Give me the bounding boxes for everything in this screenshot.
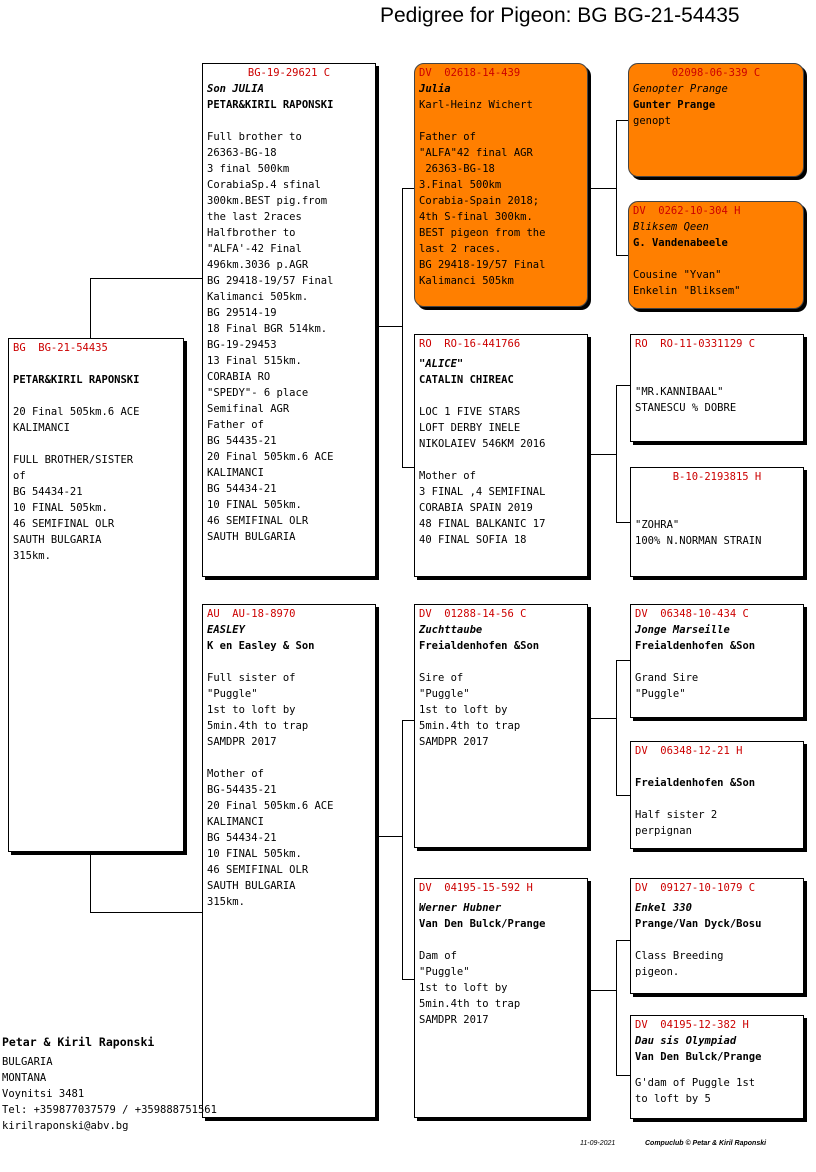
connector-line <box>588 188 616 189</box>
breeder-info <box>2 1034 217 1134</box>
pigeon-name: Jonge Marseille <box>635 624 730 636</box>
pedigree-card-sds <box>630 334 804 442</box>
pigeon-notes: Cousine "Yvan" Enkelin "Bliksem" <box>633 269 741 297</box>
pigeon-notes: Half sister 2 perpignan <box>635 809 718 837</box>
owner-name: G. Vandenabeele <box>633 237 728 249</box>
breeder-phone: Tel: +359877037579 / +359888751561 <box>2 1104 217 1116</box>
connector-line <box>616 940 630 941</box>
pedigree-card-ddd <box>630 1015 804 1119</box>
connector-line <box>616 120 617 256</box>
pigeon-notes: LOC 1 FIVE STARS LOFT DERBY INELE NIKOLAIEV 546KM 2016 Mother of 3 FINAL ,4 SEMIFINAL CORABIA SPAIN 2019 48 FINAL BALKANIC 17 40 FINAL SOFIA 18 <box>419 406 546 546</box>
print-date: 11-09-2021 <box>580 1140 616 1147</box>
pigeon-name: Werner Hubner <box>419 902 502 914</box>
breeder-address: Voynitsi 3481 <box>2 1088 85 1100</box>
pigeon-notes: Father of "ALFA"42 final AGR 26363-BG-18 3.Final 500km Corabia-Spain 2018; 4th S-final 300km. BEST pigeon from the last 2 races. BG 29418-19/57 Final Kalimanci 505km <box>419 131 546 287</box>
owner-name: Prange/Van Dyck/Bosu <box>635 918 762 930</box>
ring-number: DV 04195-15-592 H <box>419 882 533 894</box>
ring-number: BG-19-29621 C <box>247 67 331 79</box>
pedigree-card-dam <box>202 604 376 1118</box>
connector-line <box>90 851 91 913</box>
pigeon-name <box>635 485 799 501</box>
ring-number: DV 02618-14-439 <box>419 67 521 79</box>
connector-line <box>90 278 91 340</box>
owner-name: Freialdenhofen &Son <box>419 640 540 652</box>
pigeon-name: Genopter Prange <box>633 83 728 95</box>
ring-number: DV 0262-10-304 H <box>633 205 741 217</box>
connector-line <box>616 660 617 796</box>
owner-name: Gunter Prange <box>633 99 716 111</box>
pigeon-name <box>13 356 179 372</box>
ring-number: DV 04195-12-382 H <box>635 1019 749 1031</box>
connector-line <box>616 385 630 386</box>
pigeon-notes: Grand Sire "Puggle" <box>635 672 699 700</box>
pigeon-name: Bliksem Qeen <box>633 221 709 233</box>
connector-line <box>616 795 630 796</box>
ring-number: RO RO-16-441766 <box>419 338 521 350</box>
pedigree-card-sss <box>628 63 804 177</box>
pigeon-name: Son JULIA <box>207 83 264 95</box>
owner-name <box>635 368 799 384</box>
ring-number: DV 06348-12-21 H <box>635 745 743 757</box>
pigeon-name <box>635 759 799 775</box>
pedigree-card-dss <box>630 604 804 718</box>
connector-line <box>616 660 630 661</box>
pedigree-card-dam-sire <box>414 604 588 848</box>
ring-number: DV 01288-14-56 C <box>419 608 527 620</box>
ring-number: DV 06348-10-434 C <box>635 608 749 620</box>
pigeon-notes: 20 Final 505km.6 ACE KALIMANCI FULL BROTHER/SISTER of BG 54434-21 10 FINAL 505km. 46 SEMIFINAL OLR SAUTH BULGARIA 315km. <box>13 406 140 562</box>
ring-number: AU AU-18-8970 <box>207 608 296 620</box>
connector-line <box>402 720 403 980</box>
pigeon-notes: Full brother to 26363-BG-18 3 final 500km CorabiaSp.4 sfinal 300km.BEST pig.from the last 2races Halfbrother to "ALFA'-42 Final 496km.3036 p.AGR BG 29418-19/57 Final Kalimanci 505km. BG 29514-19 18 Final BGR 514km. BG-19-29453 13 Final 515km. CORABIA RO "SPEDY"- 6 place Semifinal AGR Father of BG 54435-21 20 Final 505km.6 ACE KALIMANCI BG 54434-21 10 FINAL 505km. 46 SEMIFINAL OLR SAUTH BULGARIA <box>207 131 334 543</box>
owner-name: PETAR&KIRIL RAPONSKI <box>207 99 334 111</box>
pedigree-card-dds <box>630 878 804 994</box>
owner-name: PETAR&KIRIL RAPONSKI <box>13 374 140 386</box>
connector-line <box>90 278 204 279</box>
pigeon-name: Dau sis Olympiad <box>635 1035 737 1047</box>
pigeon-notes: "MR.KANNIBAAL" STANESCU % DOBRE <box>635 386 737 414</box>
pedigree-card-sire-dam <box>414 334 588 577</box>
pedigree-card-sdd <box>630 467 804 577</box>
pigeon-name: Enkel 330 <box>635 902 692 914</box>
ring-number: B-10-2193815 H <box>672 471 762 483</box>
pigeon-notes: "ZOHRA" 100% N.NORMAN STRAIN <box>635 519 762 547</box>
pigeon-notes: Dam of "Puggle" 1st to loft by 5min.4th to trap SAMDPR 2017 <box>419 950 521 1026</box>
ring-number: RO RO-11-0331129 C <box>635 338 756 350</box>
connector-line <box>588 718 616 719</box>
pigeon-name: "ALICE" <box>419 358 464 370</box>
pigeon-notes: Full sister of "Puggle" 1st to loft by 5min.4th to trap SAMDPR 2017 Mother of BG-54435-21 20 Final 505km.6 ACE KALIMANCI BG 54434-21 10 FINAL 505km. 46 SEMIFINAL OLR SAUTH BULGARIA 315km. <box>207 672 334 908</box>
pigeon-notes: Sire of "Puggle" 1st to loft by 5min.4th to trap SAMDPR 2017 <box>419 672 521 748</box>
connector-line <box>616 940 617 1076</box>
breeder-name: Petar & Kiril Raponski <box>2 1035 155 1049</box>
connector-line <box>588 990 616 991</box>
connector-line <box>376 326 402 327</box>
breeder-region: MONTANA <box>2 1072 47 1084</box>
connector-line <box>616 522 630 523</box>
pigeon-notes: G'dam of Puggle 1st to loft by 5 <box>635 1077 756 1105</box>
owner-name: Karl-Heinz Wichert <box>419 99 533 111</box>
pigeon-name: EASLEY <box>207 624 245 636</box>
pigeon-name: Julia <box>419 83 451 95</box>
connector-line <box>616 1075 630 1076</box>
pigeon-name <box>635 352 799 368</box>
owner-name: Freialdenhofen &Son <box>635 640 756 652</box>
pedigree-card-sire <box>202 63 376 577</box>
breeder-email: kirilraponski@abv.bg <box>2 1120 129 1132</box>
software-credit: Compuclub © Petar & Kiril Raponski <box>645 1140 767 1147</box>
connector-line <box>616 385 617 523</box>
page-title: Pedigree for Pigeon: BG BG-21-54435 <box>380 4 740 27</box>
ring-number: BG BG-21-54435 <box>13 342 108 354</box>
pedigree-card-ssd <box>628 201 804 309</box>
pigeon-notes: Class Breeding pigeon. <box>635 950 724 978</box>
pedigree-card-dam-dam <box>414 878 588 1118</box>
connector-line <box>588 454 616 455</box>
connector-line <box>402 188 403 468</box>
owner-name <box>635 501 799 517</box>
owner-name: Van Den Bulck/Prange <box>635 1051 762 1063</box>
connector-line <box>376 836 402 837</box>
owner-name: Van Den Bulck/Prange <box>419 918 546 930</box>
ring-number: 02098-06-339 C <box>671 67 761 79</box>
pigeon-notes: genopt <box>633 115 671 127</box>
pedigree-card-dsd <box>630 741 804 849</box>
pedigree-card-sire-sire <box>414 63 588 307</box>
ring-number: DV 09127-10-1079 C <box>635 882 756 894</box>
pedigree-card-subject <box>8 338 184 852</box>
owner-name: Freialdenhofen &Son <box>635 777 756 789</box>
owner-name: CATALIN CHIREAC <box>419 374 514 386</box>
breeder-country: BULGARIA <box>2 1056 53 1068</box>
owner-name: K en Easley & Son <box>207 640 315 652</box>
pigeon-name: Zuchttaube <box>419 624 483 636</box>
connector-line <box>90 912 204 913</box>
